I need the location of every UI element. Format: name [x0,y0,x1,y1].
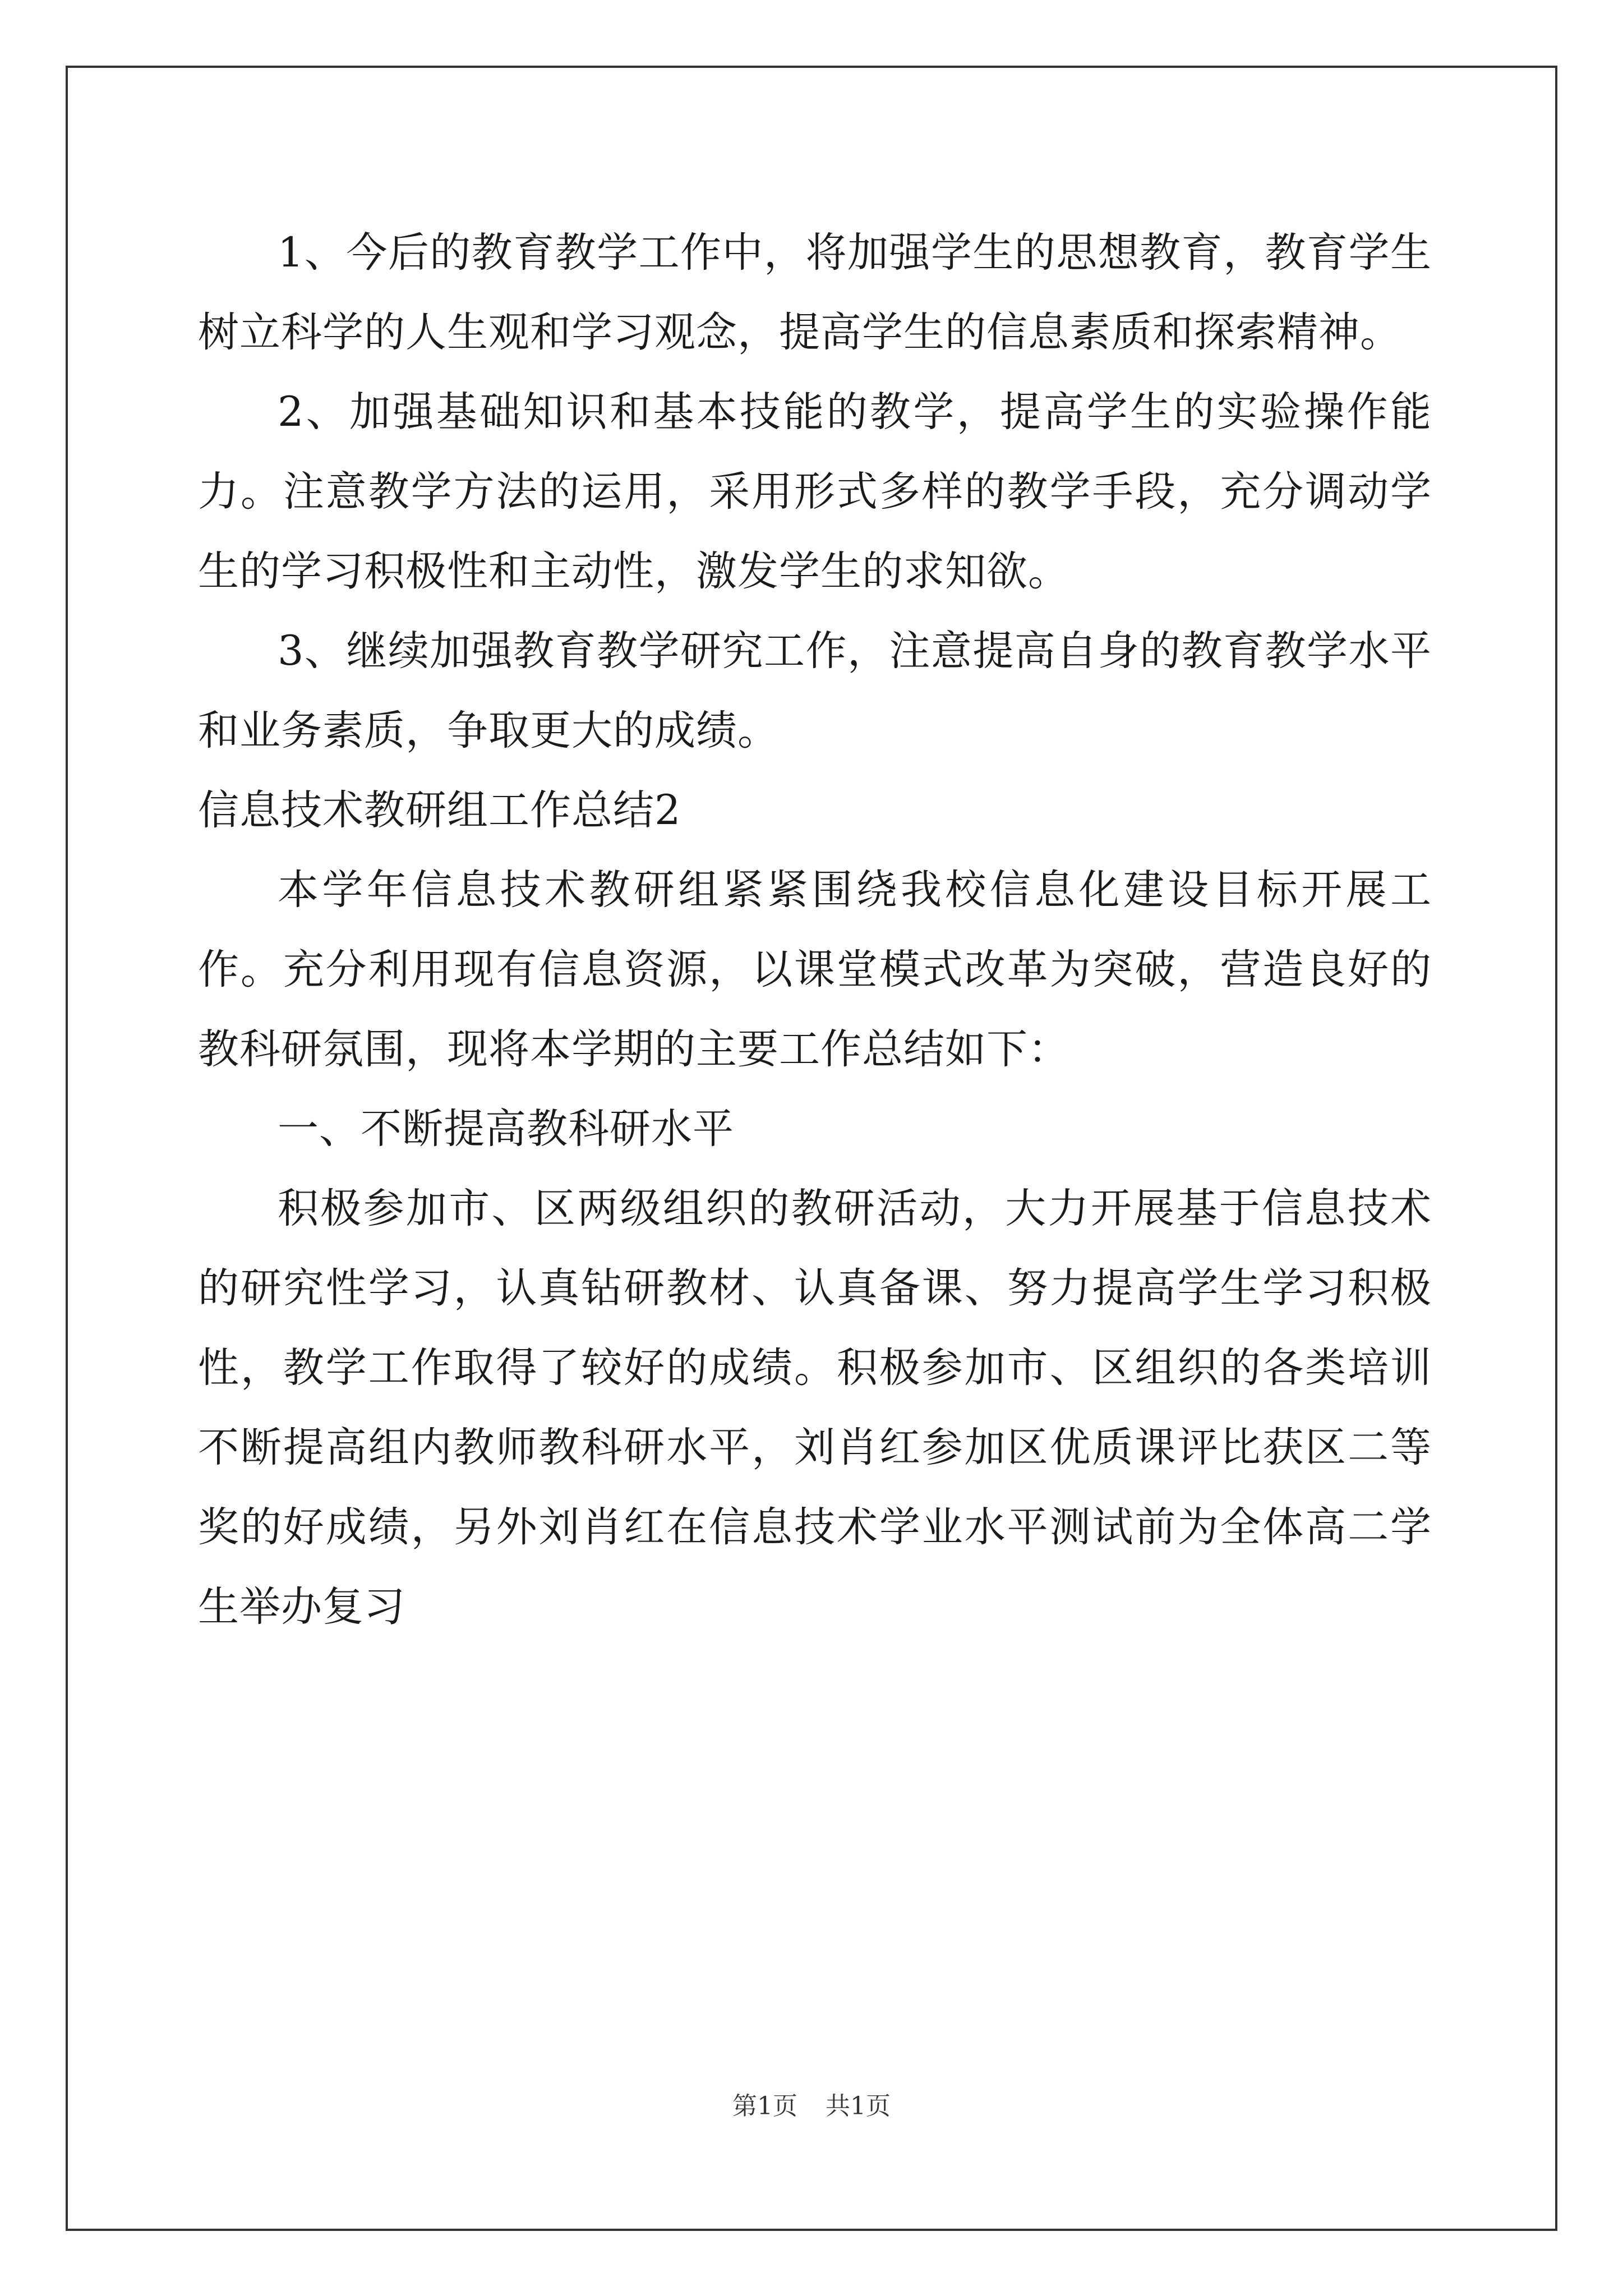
subheading-1: 一、不断提高教科研水平 [278,1105,734,1153]
page-footer [0,2090,1623,2123]
paragraph-body: 积极参加市、区两级组织的教研活动，大力开展基于信息技术的研究性学习，认真钻研教材、认真备课、努力提高学生学习积极性，教学工作取得了较好的成绩。积极参加市、区组织的各类培训不断提高组内教师教科研水平，刘肖红参加区优质课评比获区二等奖的好成绩，另外刘肖红在信息技术学业水平测试前为全体高二学生举办复习 [198,1185,1432,1631]
paragraph-3: 3、继续加强教育教学研究工作，注意提高自身的教育教学水平和业务素质，争取更大的成绩。 [198,627,1432,754]
page-number: 第1页 [732,2092,797,2120]
paragraph-1: 1、今后的教育教学工作中，将加强学生的思想教育，教育学生树立科学的人生观和学习观念，提高学生的信息素质和探索精神。 [198,229,1432,356]
section-heading: 信息技术教研组工作总结2 [198,786,681,834]
document-body [198,213,1432,1647]
paragraph-2: 2、加强基础知识和基本技能的教学，提高学生的实验操作能力。注意教学方法的运用，采用形式多样的教学手段，充分调动学生的学习积极性和主动性，激发学生的求知欲。 [198,388,1432,595]
page-total: 共1页 [826,2092,891,2120]
paragraph-intro: 本学年信息技术教研组紧紧围绕我校信息化建设目标开展工作。充分利用现有信息资源，以课堂模式改革为突破，营造良好的教科研氛围，现将本学期的主要工作总结如下： [198,866,1432,1073]
